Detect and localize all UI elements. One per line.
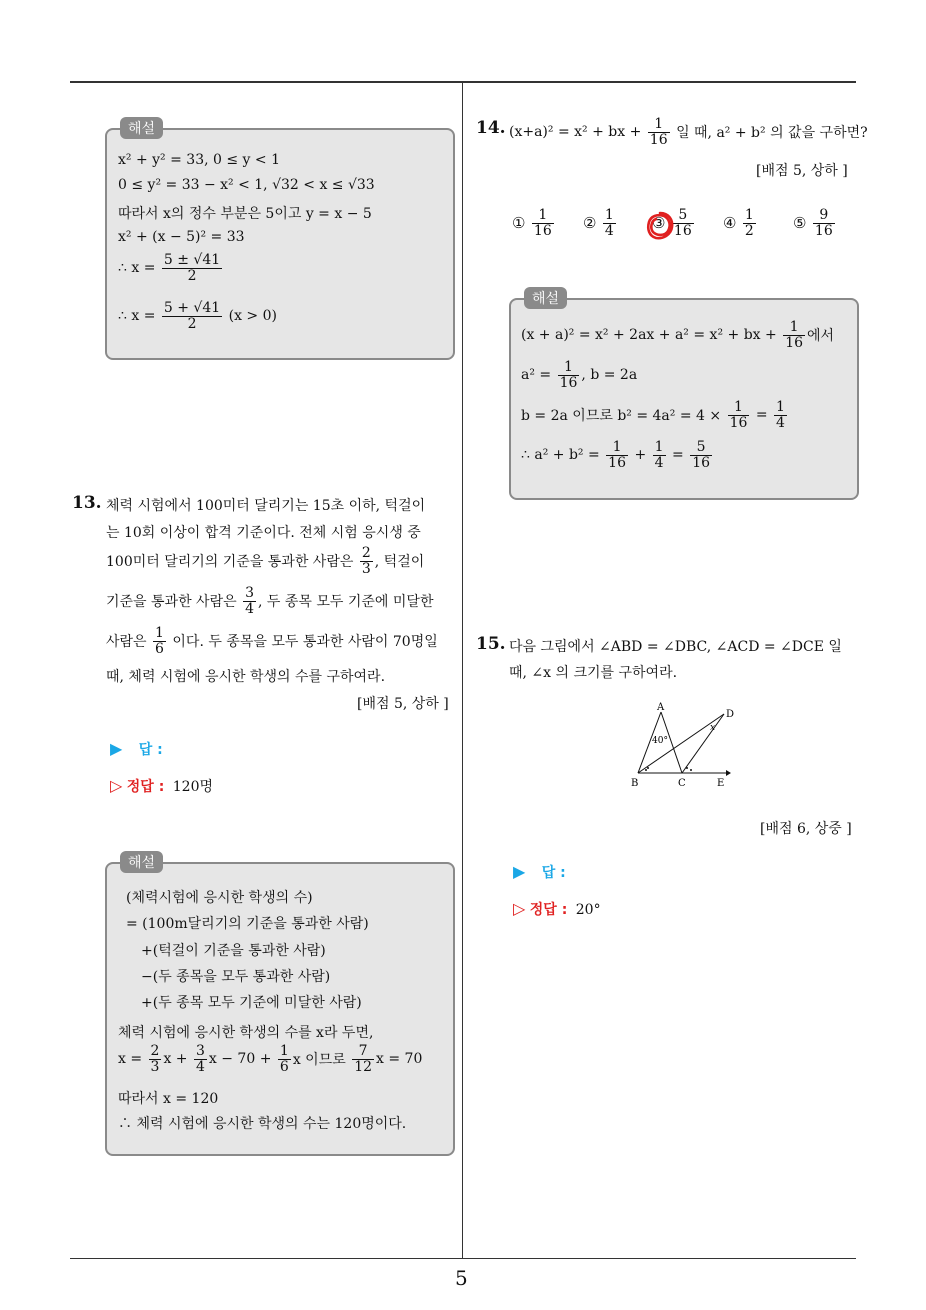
- sol-b-frac-3-num: 1: [279, 1043, 289, 1059]
- sol-c-l3-mid: =: [755, 407, 768, 424]
- q13-frac-3-den: 6: [155, 640, 164, 657]
- sol-c-l2-num: 1: [558, 360, 580, 376]
- sol-b-line-2: = (100m달리기의 기준을 통과한 사람): [126, 916, 369, 932]
- label-c: C: [678, 778, 686, 789]
- sol-b-frac-1: [149, 1044, 162, 1074]
- q14-stem-post: 일 때, a² + b² 의 값을 구하면?: [676, 125, 868, 142]
- q13-line-3: [106, 546, 424, 576]
- q14-meta: [배점 5, 상하 ]: [756, 163, 848, 179]
- sol-b-frac-1-den: 3: [150, 1058, 160, 1075]
- sol-c-l1-post: 에서: [807, 328, 835, 345]
- q14-choice-4-num: 1: [744, 207, 754, 223]
- sol-b-eq-b: x +: [163, 1051, 188, 1068]
- top-rule: [70, 81, 856, 83]
- sol-c-l4-frac-3-den: 16: [692, 454, 711, 471]
- sol-c-l4-frac-1-den: 16: [608, 454, 626, 471]
- q14-stem-frac: [648, 117, 670, 147]
- sol-b-line-3: +(턱걸이 기준을 통과한 사람): [141, 943, 326, 959]
- sol-b-frac-1-num: 2: [150, 1043, 160, 1059]
- q13-line-2: 는 10회 이상이 합격 기준이다. 전체 시험 응시생 중: [106, 525, 421, 541]
- bottom-rule: [70, 1258, 856, 1259]
- q15-line-1: 다음 그림에서 ∠ABD = ∠DBC, ∠ACD = ∠DCE 일: [509, 639, 842, 655]
- q13-correct-label: 정답 :: [126, 779, 165, 795]
- q13-l3-post: , 턱걸이: [374, 554, 425, 571]
- q13-line-1: 체력 시험에서 100미터 달리기는 15초 이하, 턱걸이: [106, 498, 426, 514]
- q13-l5-pre: 사람은: [106, 634, 147, 651]
- sol-c-l3-frac-2-num: 1: [776, 399, 785, 415]
- q13-correct-value: 120명: [172, 779, 213, 795]
- q14-choice-5[interactable]: [793, 208, 837, 238]
- q13-frac-2-num: 3: [245, 585, 254, 601]
- sol-b-equation: [118, 1044, 422, 1074]
- q13-l4-pre: 기준을 통과한 사람은: [106, 594, 237, 611]
- q14-choice-5-num: 9: [813, 208, 835, 224]
- q15-answer-label: 답 :: [541, 865, 566, 881]
- solution-tag-c: 해설: [524, 287, 567, 309]
- sol-c-l4-frac-1: [606, 440, 628, 470]
- sol-c-l3-frac-1-num: 1: [728, 400, 750, 416]
- q14-choice-1-frac: [532, 208, 554, 238]
- sol-b-frac-2: [194, 1044, 207, 1074]
- sol-b-line-5: +(두 종목 모두 기준에 미달한 사람): [141, 995, 362, 1011]
- sol-a-l5-num: 5 ± √41: [163, 252, 221, 268]
- q14-choice-2-frac: [603, 208, 616, 238]
- sol-c-l3-pre: b = 2a 이므로 b² = 4a² = 4 ×: [521, 408, 722, 425]
- angle-mark-c2: [690, 769, 692, 771]
- sol-c-l4-frac-2-den: 4: [654, 454, 664, 471]
- label-angle-40: 40°: [652, 736, 668, 746]
- sol-c-l2-den: 16: [559, 374, 578, 391]
- sol-c-l3-frac-2-den: 4: [776, 414, 785, 431]
- sol-c-l4-frac-2: [653, 440, 666, 470]
- label-d: D: [726, 709, 735, 720]
- q14-choice-4-den: 2: [744, 222, 754, 239]
- sol-a-line-1: x² + y² = 33, 0 ≤ y < 1: [118, 152, 280, 168]
- q13-frac-2-den: 4: [245, 600, 254, 617]
- q14-choice-1[interactable]: [512, 208, 556, 238]
- sol-a-l6-num: 5 + √41: [163, 300, 221, 316]
- sol-b-frac-3: [278, 1044, 291, 1074]
- outline-triangle-icon: ▷: [513, 899, 526, 918]
- sol-c-line-1: [521, 320, 834, 350]
- angle-mark-c: [686, 767, 688, 769]
- q14-choice-1-num: 1: [532, 208, 554, 224]
- sol-c-l1-den: 16: [785, 334, 804, 351]
- sol-c-l1-num: 1: [783, 320, 805, 336]
- q15-correct-value: 20°: [575, 902, 601, 918]
- sol-c-l3-frac-2: [774, 400, 787, 430]
- q13-answer-label: 답 :: [138, 742, 163, 758]
- q13-frac-1-den: 3: [361, 560, 371, 577]
- sol-b-frac-4-num: 7: [352, 1044, 374, 1060]
- solution-tag-a: 해설: [120, 117, 163, 139]
- q14-choice-4-mark: ④: [723, 214, 737, 233]
- sol-c-l2-pre: a² =: [521, 367, 552, 384]
- sol-b-frac-2-den: 4: [195, 1058, 205, 1075]
- q14-stem-pre: (x+a)² = x² + bx +: [509, 124, 642, 141]
- solution-tag-b: 해설: [120, 851, 163, 873]
- q14-choice-2-den: 4: [604, 222, 614, 239]
- q14-choice-2-num: 1: [604, 207, 614, 223]
- sol-c-line-4: [521, 440, 714, 470]
- q14-choice-5-frac: [813, 208, 835, 238]
- sol-b-eq-e: x = 70: [376, 1051, 423, 1068]
- q14-choice-4-frac: [743, 208, 756, 238]
- sol-c-l4-pre: ∴ a² + b² =: [521, 447, 600, 464]
- segment-cd: [682, 714, 724, 773]
- q15-answer-row: [513, 862, 566, 882]
- q13-answer-row: [110, 739, 163, 759]
- sol-a-l6-post: (x > 0): [228, 308, 277, 325]
- play-triangle-icon: ▶: [110, 739, 123, 758]
- sol-a-l6-pre: ∴ x =: [118, 308, 156, 325]
- sol-a-line-3: 따라서 x의 정수 부분은 5이고 y = x − 5: [118, 206, 372, 222]
- q13-frac-1: [360, 546, 373, 576]
- q14-stem-frac-den: 16: [649, 131, 668, 148]
- column-divider: [462, 83, 463, 1259]
- sol-c-l2-frac: [558, 360, 580, 390]
- sol-c-l1-frac: [783, 320, 805, 350]
- q14-choice-5-den: 16: [814, 222, 833, 239]
- q13-line-4: [106, 586, 433, 616]
- sol-a-line-5: [118, 253, 224, 283]
- page-number: 5: [455, 1266, 468, 1290]
- q13-correct-row: [110, 776, 213, 796]
- q13-line-6: 때, 체력 시험에 응시한 학생의 수를 구하여라.: [106, 669, 386, 685]
- q13-l5-post: 이다. 두 종목을 모두 통과한 사람이 70명일: [172, 634, 438, 651]
- q13-frac-3-num: 1: [155, 625, 164, 641]
- q14-choice-3-mark: ③: [652, 214, 666, 233]
- sol-b-line-8: 따라서 x = 120: [118, 1091, 219, 1107]
- q15-correct-label: 정답 :: [529, 902, 568, 918]
- q13-frac-3: [153, 626, 166, 656]
- q14-choice-3-num: 5: [672, 208, 694, 224]
- label-a: A: [657, 702, 665, 713]
- q14-choice-2[interactable]: [583, 208, 618, 238]
- q13-frac-1-num: 2: [361, 545, 371, 561]
- label-b: B: [631, 778, 639, 789]
- play-triangle-icon: ▶: [513, 862, 526, 881]
- sol-b-eq-c: x − 70 +: [208, 1051, 272, 1068]
- sol-b-frac-4-den: 12: [354, 1058, 373, 1075]
- geometry-figure: [626, 700, 746, 792]
- sol-c-l2-post: , b = 2a: [581, 367, 638, 384]
- q15-meta: [배점 6, 상중 ]: [760, 821, 852, 837]
- q13-l3-pre: 100미터 달리기의 기준을 통과한 사람은: [106, 554, 354, 571]
- q14-number: 14.: [476, 118, 506, 138]
- q14-choice-1-den: 16: [533, 222, 552, 239]
- q13-l4-post: , 두 종목 모두 기준에 미달한: [258, 594, 434, 611]
- sol-a-l5-frac: [162, 253, 222, 283]
- q14-choice-5-mark: ⑤: [793, 214, 807, 233]
- q14-choice-2-mark: ②: [583, 214, 597, 233]
- sol-b-line-1: (체력시험에 응시한 학생의 수): [126, 890, 313, 906]
- sol-b-frac-3-den: 6: [279, 1058, 289, 1075]
- q13-line-5: [106, 626, 438, 656]
- sol-c-l1-pre: (x + a)² = x² + 2ax + a² = x² + bx +: [521, 327, 777, 344]
- sol-b-line-4: −(두 종목을 모두 통과한 사람): [141, 969, 331, 985]
- sol-c-l4-frac-3: [690, 440, 712, 470]
- label-e: E: [717, 778, 725, 789]
- sol-b-line-9: ∴ 체력 시험에 응시한 학생의 수는 120명이다.: [118, 1116, 407, 1132]
- arrowhead-e: [726, 770, 731, 776]
- q13-frac-2: [243, 586, 256, 616]
- sol-a-line-4: x² + (x − 5)² = 33: [118, 229, 245, 245]
- sol-c-l4-frac-3-num: 5: [690, 440, 712, 456]
- sol-a-line-2: 0 ≤ y² = 33 − x² < 1, √32 < x ≤ √33: [118, 177, 375, 193]
- sol-c-l3-frac-1: [728, 400, 750, 430]
- label-angle-x: x: [710, 723, 716, 733]
- q15-number: 15.: [476, 634, 506, 654]
- angle-mark-b2: [647, 767, 649, 769]
- q13-meta: [배점 5, 상하 ]: [357, 696, 449, 712]
- sol-b-line-6: 체력 시험에 응시한 학생의 수를 x라 두면,: [118, 1025, 374, 1041]
- sol-c-line-2: [521, 360, 637, 390]
- q13-number: 13.: [72, 493, 102, 513]
- q15-line-2: 때, ∠x 의 크기를 구하여라.: [509, 665, 678, 681]
- q14-choice-3-den: 16: [673, 222, 692, 239]
- sol-c-line-3: [521, 400, 789, 430]
- sol-a-l5-den: 2: [187, 267, 197, 284]
- sol-c-l4-frac-1-num: 1: [606, 440, 628, 456]
- sol-a-l5-pre: ∴ x =: [118, 260, 156, 277]
- q14-stem: [509, 117, 868, 147]
- sol-c-l3-frac-1-den: 16: [729, 414, 748, 431]
- sol-a-l6-frac: [162, 301, 222, 331]
- sol-b-frac-4: [352, 1044, 374, 1074]
- selected-answer-scribble-icon: [644, 210, 676, 242]
- q14-choice-1-mark: ①: [512, 214, 526, 233]
- sol-c-l4-mid: +: [634, 447, 647, 464]
- q14-stem-frac-num: 1: [648, 117, 670, 133]
- sol-b-eq-a: x =: [118, 1051, 143, 1068]
- angle-mark-b: [645, 769, 647, 771]
- sol-c-l4-frac-2-num: 1: [654, 439, 664, 455]
- sol-b-frac-2-num: 3: [195, 1043, 205, 1059]
- sol-b-eq-d: x 이므로: [292, 1052, 346, 1069]
- q15-correct-row: [513, 899, 601, 919]
- sol-a-l6-den: 2: [187, 315, 197, 332]
- sol-a-line-6: [118, 301, 277, 331]
- sol-c-l4-eq: =: [672, 447, 684, 464]
- q14-choice-4[interactable]: [723, 208, 758, 238]
- outline-triangle-icon: ▷: [110, 776, 123, 795]
